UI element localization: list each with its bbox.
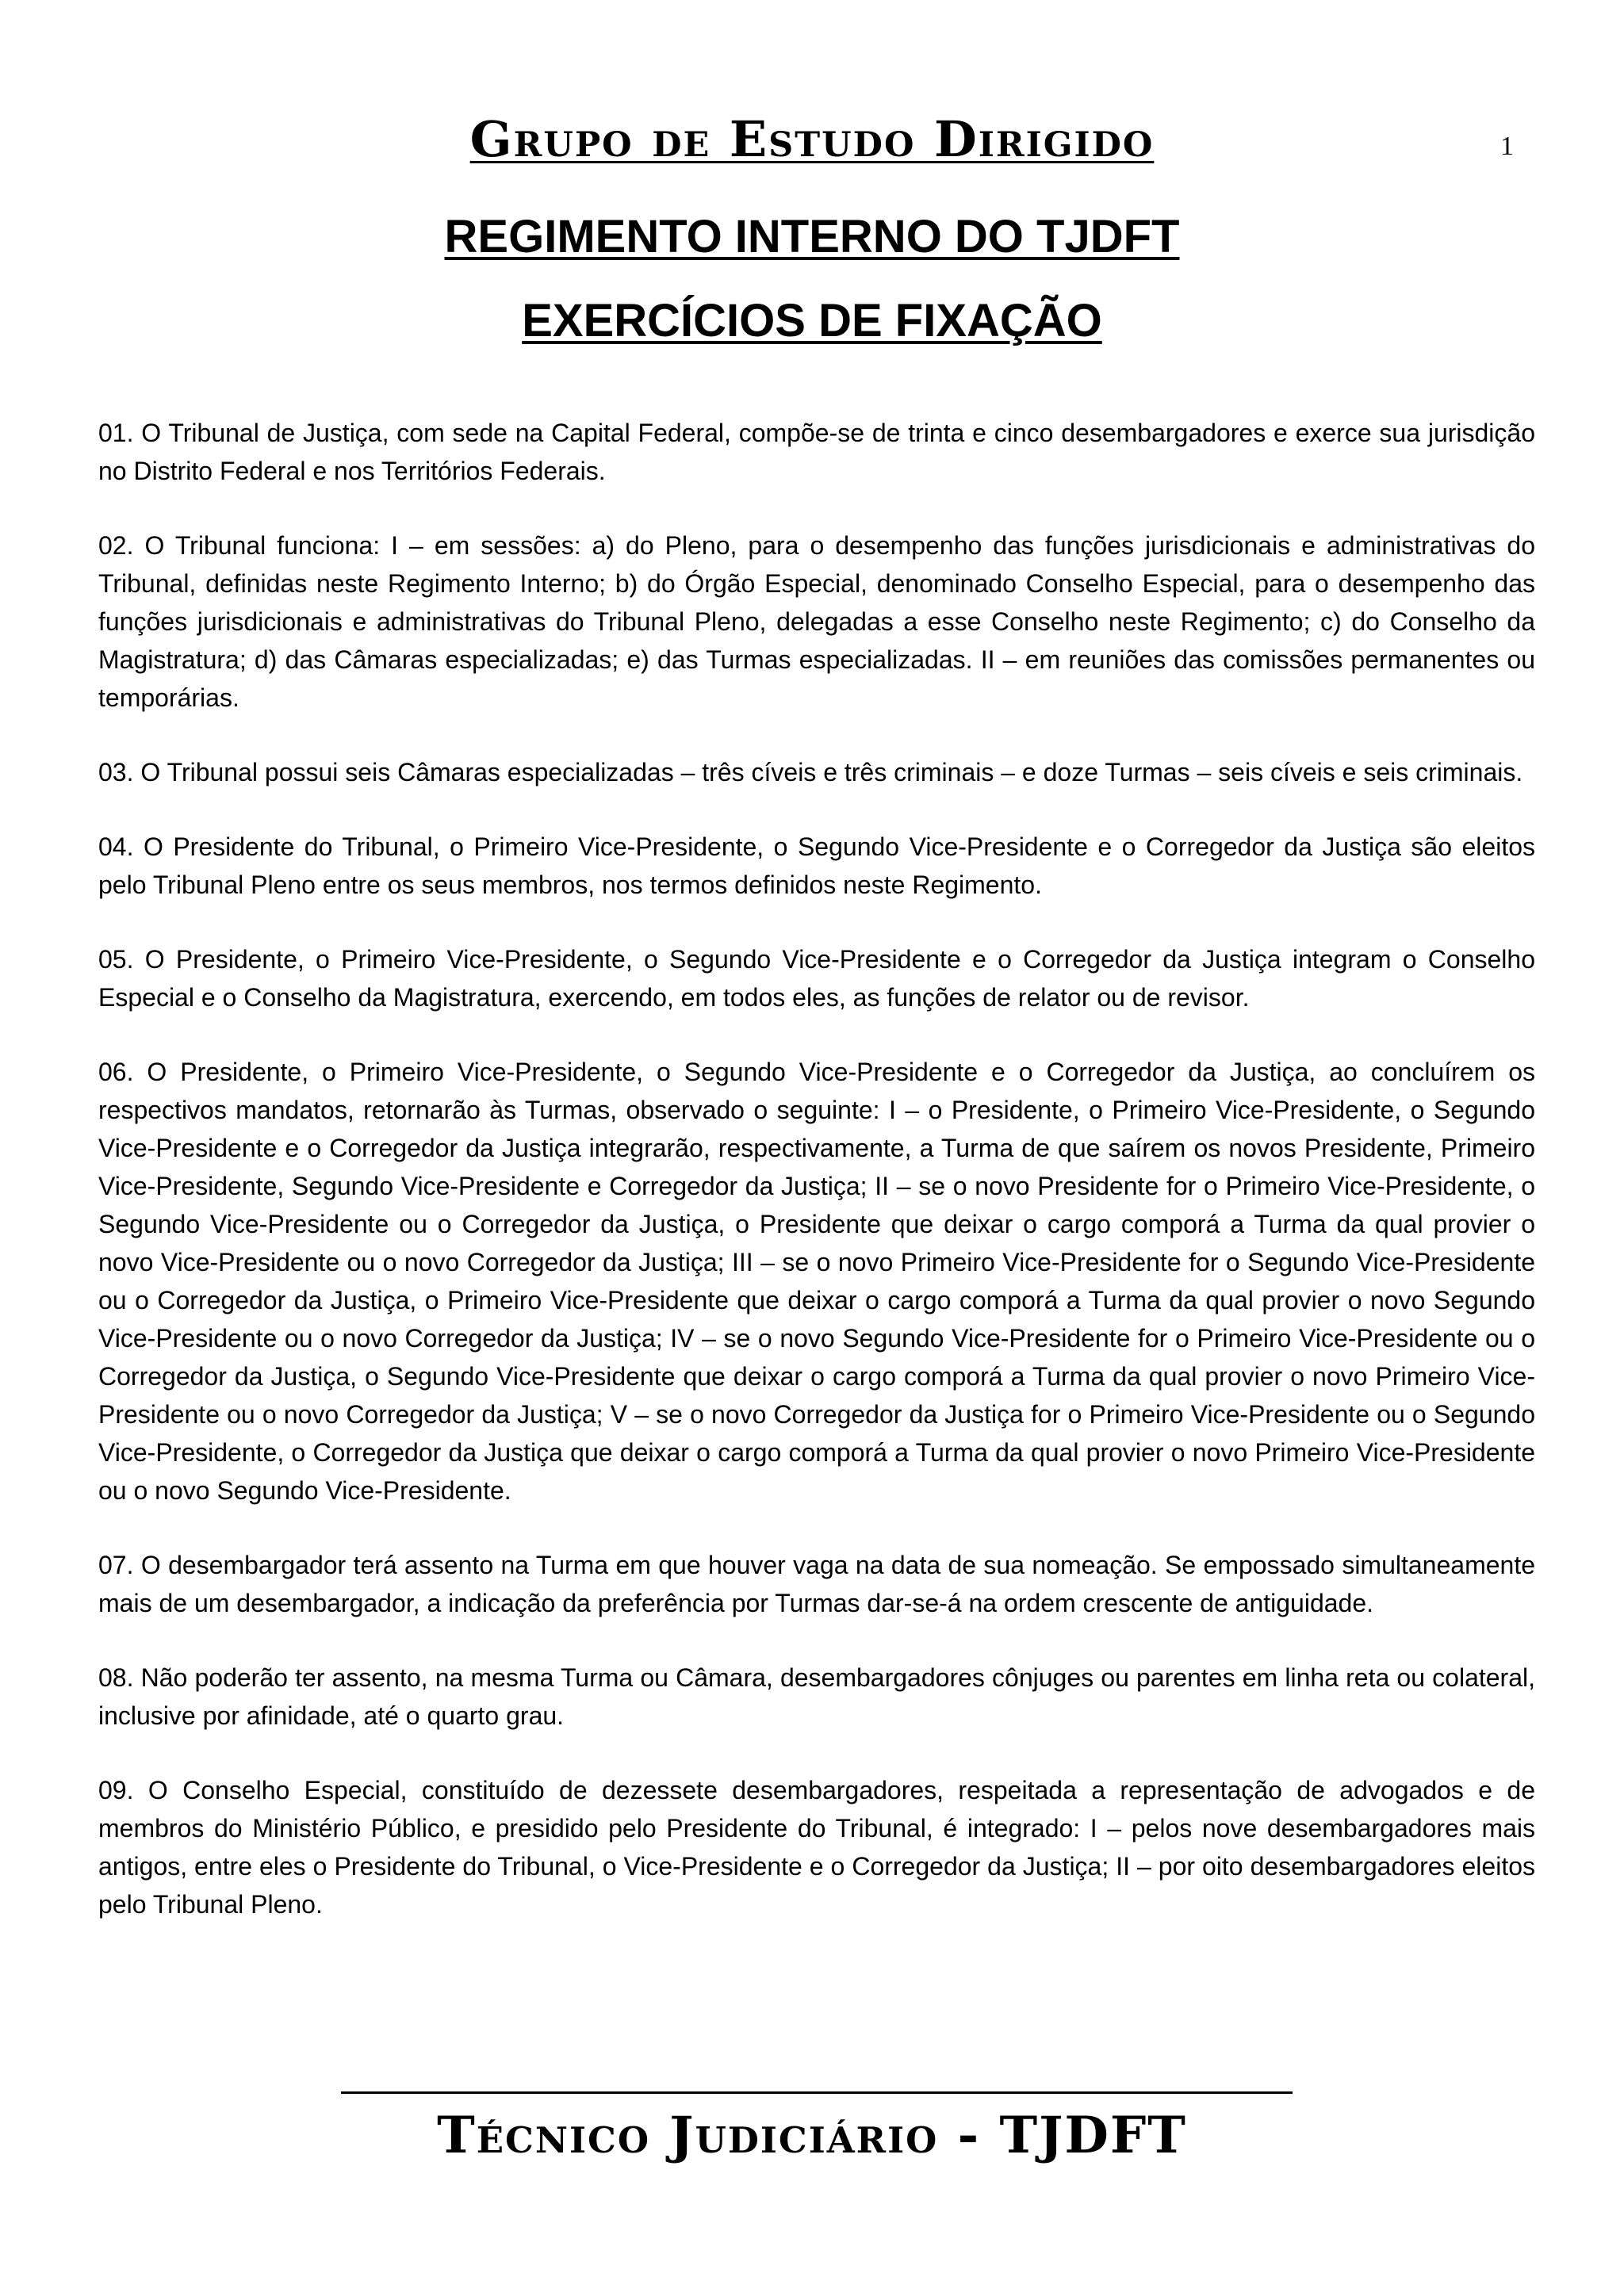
- document-title-text: REGIMENTO INTERNO DO TJDFT: [444, 211, 1180, 262]
- footer-separator: [341, 2091, 1293, 2094]
- question-02: 02. O Tribunal funciona: I – em sessões: a) do Pleno, para o desempenho das funções jurisdicionais e administrativas do Tribunal, definidas neste Regimento Interno; b) do Órgão Especial, denominado Conselho Especial, para o desempenho das funções jurisdicionais e administrativas do Tribunal Pleno, delegadas a esse Conselho neste Regimento; c) do Conselho da Magistratura; d) das Câmaras especializadas; e) das Turmas especializadas. II – em reuniões das comissões permanentes ou temporárias.: [98, 531, 1535, 712]
- question-08: 08. Não poderão ter assento, na mesma Turma ou Câmara, desembargadores cônjuges ou parentes em linha reta ou colateral, inclusive por afinidade, até o quarto grau.: [98, 1663, 1535, 1730]
- document-subtitle-text: EXERCÍCIOS DE FIXAÇÃO: [522, 295, 1102, 346]
- page-number: 1: [1500, 132, 1514, 161]
- question-04: 04. O Presidente do Tribunal, o Primeiro Vice-Presidente, o Segundo Vice-Presidente e o Corregedor da Justiça são eleitos pelo Tribunal Pleno entre os seus membros, nos termos definidos neste Regimento.: [98, 832, 1535, 899]
- question-01: 01. O Tribunal de Justiça, com sede na Capital Federal, compõe-se de trinta e cinco desembargadores e exerce sua jurisdição no Distrito Federal e nos Territórios Federais.: [98, 419, 1535, 485]
- question-07: 07. O desembargador terá assento na Turma em que houver vaga na data de sua nomeação. Se empossado simultaneamente mais de um desembargador, a indicação da preferência por Turmas dar-se-á na ordem crescente de antiguidade.: [98, 1551, 1535, 1617]
- group-title: [0, 111, 1624, 168]
- question-05: 05. O Presidente, o Primeiro Vice-Presidente, o Segundo Vice-Presidente e o Corregedor da Justiça integram o Conselho Especial e o Conselho da Magistratura, exercendo, em todos eles, as funções de relator ou de revisor.: [98, 945, 1535, 1012]
- group-title-text: Grupo de Estudo Dirigido: [469, 110, 1155, 168]
- document-subtitle: [0, 295, 1624, 347]
- question-list: [98, 414, 1535, 1960]
- question-06: 06. O Presidente, o Primeiro Vice-Presidente, o Segundo Vice-Presidente e o Corregedor da Justiça, ao concluírem os respectivos mandatos, retornarão às Turmas, observado o seguinte: I – o Presidente, o Primeiro Vice-Presidente, o Segundo Vice-Presidente e o Corregedor da Justiça integrarão, respectivamente, a Turma de que saírem os novos Presidente, Primeiro Vice-Presidente, Segundo Vice-Presidente e Corregedor da Justiça; II – se o novo Presidente for o Primeiro Vice-Presidente, o Segundo Vice-Presidente ou o Corregedor da Justiça, o Presidente que deixar o cargo comporá a Turma da qual provier o novo Vice-Presidente ou o novo Corregedor da Justiça; III – se o novo Primeiro Vice-Presidente for o Segundo Vice-Presidente ou o Corregedor da Justiça, o Primeiro Vice-Presidente que deixar o cargo comporá a Turma da qual provier o novo Segundo Vice-Presidente ou o novo Corregedor da Justiça; IV – se o novo Segundo Vice-Presidente for o Primeiro Vice-Presidente ou o Corregedor da Justiça, o Segundo Vice-Presidente que deixar o cargo comporá a Turma da qual provier o novo Primeiro Vice-Presidente ou o novo Corregedor da Justiça; V – se o novo Corregedor da Justiça for o Primeiro Vice-Presidente ou o Segundo Vice-Presidente, o Corregedor da Justiça que deixar o cargo comporá a Turma da qual provier o novo Primeiro Vice-Presidente ou o novo Segundo Vice-Presidente.: [98, 1058, 1535, 1505]
- document-title: [0, 211, 1624, 263]
- question-03: 03. O Tribunal possui seis Câmaras especializadas – três cíveis e três criminais – e doze Turmas – seis cíveis e seis criminais.: [98, 758, 1523, 786]
- footer-title: Técnico Judiciário - TJDFT: [437, 2106, 1187, 2165]
- question-09: 09. O Conselho Especial, constituído de dezessete desembargadores, respeitada a representação de advogados e de membros do Ministério Público, e presidido pelo Presidente do Tribunal, é integrado: I – pelos nove desembargadores mais antigos, entre eles o Presidente do Tribunal, o Vice-Presidente e o Corregedor da Justiça; II – por oito desembargadores eleitos pelo Tribunal Pleno.: [98, 1776, 1535, 1919]
